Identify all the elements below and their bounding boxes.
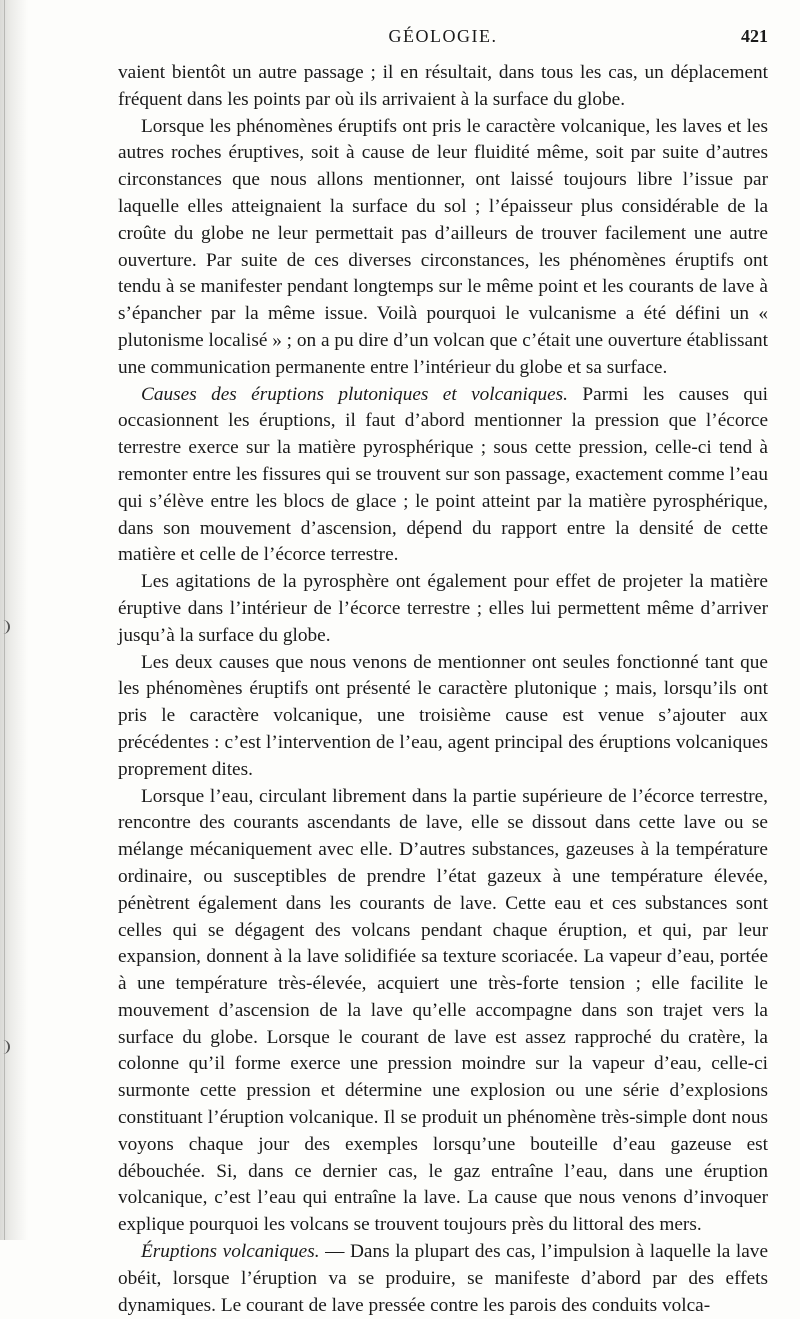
running-title: GÉOLOGIE. — [388, 26, 498, 46]
paragraph — [118, 650, 768, 784]
paragraph-text: Les agitations de la pyrosphère ont également pour effet de projeter la matière éruptive dans l’intérieur de l’écorce terrestre ; elles lui permettent même d’arriver jusqu’à la surface du globe. — [118, 571, 768, 646]
page-number: 421 — [741, 26, 768, 46]
paragraph-text: Les deux causes que nous venons de mentionner ont seules fonctionné tant que les phénomènes éruptifs ont présenté le caractère plutonique ; mais, lorsqu’ils ont pris le caractère volcanique, une troisième cause est venue s’ajouter aux précédentes : c’est l’intervention de l’eau, agent principal des éruptions volcaniques proprement dites. — [118, 651, 768, 780]
section-heading: Éruptions volcaniques. — [141, 1241, 320, 1263]
running-head — [118, 26, 768, 60]
paragraph — [118, 569, 768, 649]
paragraph-text: vaient bientôt un autre passage ; il en résultait, dans tous les cas, un déplacement fréquent dans les points par où ils arrivaient à la surface du globe. — [118, 62, 768, 110]
paragraph-text: — Dans la plupart des cas, l’impulsion à laquelle la lave obéit, lorsque l’éruption va se produire, se manifeste d’abord par des effets dynamiques. Le courant de lave pressée contre les parois des conduits volca- — [118, 1241, 768, 1316]
paragraph — [118, 784, 768, 1240]
paragraph — [118, 382, 768, 570]
paragraph-text: Lorsque les phénomènes éruptifs ont pris le caractère volcanique, les laves et les autres roches éruptives, soit à cause de leur fluidité même, soit par suite d’autres circonstances que nous allons mentionner, ont laissé toujours libre l’issue par laquelle elles atteignaient la surface du sol ; l’épaisseur plus considérable de la croûte du globe ne leur permettait pas d’ailleurs de trouver facilement une autre ouverture. Par suite de ces diverses circonstances, les phénomènes éruptifs ont tendu à se manifester pendant longtemps sur le même point et les courants de lave à s’épancher par la même issue. Voilà pourquoi le vulcanisme a été défini un « plutonisme localisé » ; on a pu dire d’un volcan que c’était une ouverture établissant une communication permanente entre l’intérieur du globe et sa surface. — [118, 115, 769, 378]
paragraph — [118, 60, 768, 114]
paragraph — [118, 1239, 768, 1319]
paragraph — [118, 114, 768, 382]
book-page — [118, 26, 768, 1319]
section-heading: Causes des éruptions plutoniques et volcaniques. — [141, 383, 568, 405]
body-text — [118, 60, 768, 1319]
paragraph-text: Parmi les causes qui occasionnent les éruptions, il faut d’abord mentionner la pression que l’écorce terrestre exerce sur la matière pyrosphérique ; sous cette pression, celle-ci tend à remonter entre les fissures qui se trouvent sur son passage, exactement comme l’eau qui s’élève entre les blocs de glace ; le point atteint par la matière pyrosphérique, dans son mouvement d’ascension, dépend du rapport entre la densité de cette matière et celle de l’écorce terrestre. — [118, 383, 768, 566]
paragraph-text: Lorsque l’eau, circulant librement dans la partie supérieure de l’écorce terrestre, rencontre des courants ascendants de lave, elle se dissout dans cette lave ou se mélange mécaniquement avec elle. D’autres substances, gazeuses à la température ordinaire, ou susceptibles de prendre l’état gazeux à une température élevée, pénètrent également dans les courants de lave. Cette eau et ces substances sont celles qui se dégagent des volcans pendant chaque éruption, et qui, par leur expansion, donnent à la lave solidifiée sa texture scoriacée. La vapeur d’eau, portée à une température très-élevée, acquiert une très-forte tension ; elle facilite le mouvement d’ascension de la lave qu’elle accompagne dans son trajet vers la surface du globe. Lorsque le courant de lave est assez rapproché du cratère, la colonne qu’il forme exerce une pression moindre sur la vapeur d’eau, celle-ci surmonte cette pression et détermine une explosion ou une série d’explosions constituant l’éruption volcanique. Il se produit un phénomène très-simple dont nous voyons chaque jour des exemples lorsqu’une bouteille d’eau gazeuse est débouchée. Si, dans ce dernier cas, le gaz entraîne l’eau, dans une éruption volcanique, c’est l’eau qui entraîne la lave. La cause que nous venons d’invoquer explique pourquoi les volcans se trouvent toujours près du littoral des mers. — [118, 785, 768, 1236]
